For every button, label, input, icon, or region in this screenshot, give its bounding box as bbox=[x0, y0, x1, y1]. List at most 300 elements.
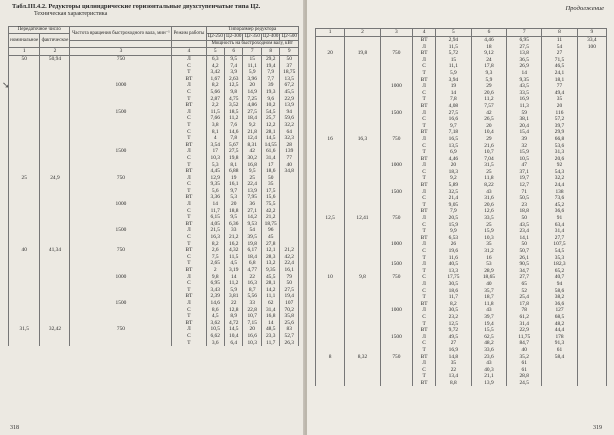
table-cell: 83 bbox=[280, 326, 299, 333]
table-cell: 64 bbox=[280, 129, 299, 136]
table-cell: 17,8 bbox=[471, 63, 507, 70]
table-cell: 10 bbox=[316, 274, 345, 281]
table-row bbox=[316, 235, 607, 242]
table-row bbox=[9, 241, 299, 248]
table-cell: 22 bbox=[224, 300, 242, 307]
table-cell: 77 bbox=[280, 155, 299, 162]
table-cell: 28 bbox=[280, 142, 299, 149]
table-cell: 16,1 bbox=[224, 181, 242, 188]
table-cell bbox=[316, 261, 345, 268]
table-cell: 11,6 bbox=[436, 255, 472, 262]
table-cell bbox=[40, 293, 70, 300]
table-cell: 13,5 bbox=[436, 143, 472, 150]
table-cell: 18,8 bbox=[224, 208, 242, 215]
table-cell bbox=[577, 347, 606, 354]
table-cell: 42,2 bbox=[261, 208, 279, 215]
table-cell: С bbox=[413, 248, 436, 255]
table-cell bbox=[316, 83, 345, 90]
table-cell: 20,4 bbox=[507, 123, 542, 130]
table-cell bbox=[9, 287, 40, 294]
table-cell: ВТ bbox=[172, 194, 206, 201]
table-cell: 16,5 bbox=[436, 136, 472, 143]
table-cell bbox=[577, 307, 606, 314]
table-cell: Л bbox=[413, 136, 436, 143]
table-cell bbox=[316, 301, 345, 308]
table-cell bbox=[70, 102, 172, 109]
table-cell: 2,63 bbox=[224, 76, 242, 83]
table-cell: 16,8 bbox=[243, 162, 261, 169]
table-cell: 1000 bbox=[70, 201, 172, 208]
table-row bbox=[9, 69, 299, 76]
table-cell: 5,56 bbox=[243, 293, 261, 300]
table-cell bbox=[40, 122, 70, 129]
table-cell: 15,9 bbox=[471, 228, 507, 235]
table-cell: 7,7 bbox=[261, 76, 279, 83]
table-cell: 71,5 bbox=[542, 57, 578, 64]
table-cell: 20,5 bbox=[436, 215, 472, 222]
table-cell: 5,72 bbox=[436, 50, 472, 57]
table-cell: 23,6 bbox=[471, 354, 507, 361]
table-cell bbox=[577, 334, 606, 341]
table-cell: 7,04 bbox=[471, 156, 507, 163]
table-cell: 30,2 bbox=[243, 155, 261, 162]
table-cell: 24 bbox=[471, 57, 507, 64]
table-cell: 18,75 bbox=[261, 221, 279, 228]
table-cell bbox=[70, 313, 172, 320]
table-cell bbox=[9, 82, 40, 89]
table-row bbox=[9, 247, 299, 254]
table-cell: 32,5 bbox=[436, 189, 472, 196]
table-cell: 5,9 bbox=[224, 287, 242, 294]
table-cell bbox=[9, 307, 40, 314]
table-cell bbox=[380, 116, 412, 123]
table-cell bbox=[577, 169, 606, 176]
table-cell: Т bbox=[172, 122, 206, 129]
table-cell bbox=[316, 63, 345, 70]
table-cell: 116 bbox=[542, 110, 578, 117]
table-cell bbox=[9, 214, 40, 221]
table-cell bbox=[316, 334, 345, 341]
table-cell: 67,2 bbox=[280, 82, 299, 89]
table-cell: 27,5 bbox=[243, 109, 261, 116]
table-cell bbox=[40, 96, 70, 103]
table-cell bbox=[345, 37, 381, 44]
table-cell: 26,3 bbox=[280, 340, 299, 347]
table-cell: ВТ bbox=[172, 168, 206, 175]
table-cell: 9,8 bbox=[345, 274, 381, 281]
table-cell: 5,67 bbox=[224, 142, 242, 149]
table-cell bbox=[40, 135, 70, 142]
table-cell: 127 bbox=[542, 307, 578, 314]
table-cell: Т bbox=[172, 69, 206, 76]
table-cell bbox=[70, 234, 172, 241]
table-cell: 18,1 bbox=[542, 77, 578, 84]
table-cell: 9,53 bbox=[243, 221, 261, 228]
table-cell: 9,3 bbox=[471, 70, 507, 77]
table-cell bbox=[345, 182, 381, 189]
table-cell: ВТ bbox=[172, 267, 206, 274]
table-cell bbox=[70, 188, 172, 195]
table-cell: 78 bbox=[507, 307, 542, 314]
table-row bbox=[9, 168, 299, 175]
table-cell: 35,2 bbox=[507, 354, 542, 361]
table-cell: 24,5 bbox=[507, 380, 542, 387]
table-cell: 39 bbox=[507, 136, 542, 143]
table-cell: 11,1 bbox=[436, 63, 472, 70]
table-cell bbox=[316, 373, 345, 380]
table-cell: 6,36 bbox=[224, 221, 242, 228]
table-cell: 65,2 bbox=[542, 268, 578, 275]
table-cell: 11,1 bbox=[243, 63, 261, 70]
table-cell: 7,8 bbox=[436, 96, 472, 103]
table-cell: 6,17 bbox=[243, 247, 261, 254]
table-cell: 16 bbox=[471, 255, 507, 262]
table-cell: Т bbox=[172, 162, 206, 169]
table-cell: 21,2 bbox=[261, 214, 279, 221]
table-cell bbox=[9, 168, 40, 175]
table-row bbox=[316, 149, 607, 156]
table-row bbox=[9, 129, 299, 136]
table-cell: 11,5 bbox=[224, 254, 242, 261]
table-row bbox=[316, 70, 607, 77]
table-cell bbox=[40, 129, 70, 136]
table-cell: 41,34 bbox=[40, 247, 70, 254]
table-cell: 40,7 bbox=[542, 274, 578, 281]
table-cell: 13,5 bbox=[280, 76, 299, 83]
table-row bbox=[316, 367, 607, 374]
table-cell bbox=[577, 136, 606, 143]
table-cell bbox=[316, 367, 345, 374]
table-cell bbox=[345, 314, 381, 321]
table-cell: 1500 bbox=[380, 110, 412, 117]
table-cell bbox=[380, 96, 412, 103]
table-cell: 54,5 bbox=[261, 109, 279, 116]
table-cell: 3,52 bbox=[224, 102, 242, 109]
table-cell bbox=[577, 149, 606, 156]
table-cell: 4,5 bbox=[206, 313, 224, 320]
table-cell bbox=[542, 367, 578, 374]
table-row bbox=[316, 354, 607, 361]
table-cell: Т bbox=[413, 70, 436, 77]
table-cell: Л bbox=[172, 201, 206, 208]
table-cell: 43,5 bbox=[507, 83, 542, 90]
table-cell bbox=[40, 194, 70, 201]
table-cell bbox=[345, 149, 381, 156]
table-cell bbox=[345, 281, 381, 288]
column-number: 4 bbox=[413, 29, 436, 37]
table-cell: 61 bbox=[507, 367, 542, 374]
table-cell: 33,4 bbox=[577, 37, 606, 44]
table-cell: 22,4 bbox=[280, 260, 299, 267]
table-cell bbox=[345, 44, 381, 51]
table-cell bbox=[40, 115, 70, 122]
table-cell: 54,5 bbox=[542, 248, 578, 255]
table-cell: 14 bbox=[507, 70, 542, 77]
table-row bbox=[316, 57, 607, 64]
table-row bbox=[9, 63, 299, 70]
table-cell: Т bbox=[172, 96, 206, 103]
table-cell: 90,5 bbox=[507, 261, 542, 268]
table-cell bbox=[345, 241, 381, 248]
table-row bbox=[316, 261, 607, 268]
table-cell: 107,5 bbox=[542, 241, 578, 248]
table-cell: 1500 bbox=[70, 300, 172, 307]
table-cell: 33 bbox=[224, 227, 242, 234]
table-cell: ВТ bbox=[413, 37, 436, 44]
table-cell: 14,55 bbox=[261, 142, 279, 149]
table-cell bbox=[577, 327, 606, 334]
table-cell: 39,7 bbox=[542, 123, 578, 130]
column-number: 7 bbox=[507, 29, 542, 37]
table-row bbox=[316, 248, 607, 255]
table-cell bbox=[316, 235, 345, 242]
table-cell: 46,5 bbox=[542, 63, 578, 70]
table-cell: С bbox=[413, 367, 436, 374]
column-number: 6 bbox=[224, 48, 242, 56]
table-cell bbox=[70, 293, 172, 300]
table-cell bbox=[9, 293, 40, 300]
table-cell bbox=[345, 321, 381, 328]
table-cell: 35 bbox=[436, 360, 472, 367]
table-cell bbox=[577, 288, 606, 295]
table-cell: 22 bbox=[436, 367, 472, 374]
table-cell bbox=[9, 333, 40, 340]
table-cell bbox=[316, 195, 345, 202]
table-cell: Т bbox=[413, 228, 436, 235]
table-cell: 16 bbox=[316, 136, 345, 143]
table-cell: 27,5 bbox=[224, 148, 242, 155]
table-cell: 91,3 bbox=[542, 340, 578, 347]
table-cell bbox=[40, 181, 70, 188]
table-cell bbox=[577, 70, 606, 77]
table-cell: 6,95 bbox=[206, 280, 224, 287]
table-cell: 750 bbox=[380, 274, 412, 281]
table-cell: 1500 bbox=[70, 109, 172, 116]
table-cell: 6,3 bbox=[206, 56, 224, 63]
table-cell bbox=[345, 294, 381, 301]
table-cell: 20 bbox=[243, 326, 261, 333]
table-cell: 6,53 bbox=[436, 235, 472, 242]
table-cell: 23 bbox=[507, 202, 542, 209]
table-cell: 61 bbox=[507, 360, 542, 367]
table-cell: С bbox=[172, 129, 206, 136]
table-cell bbox=[345, 156, 381, 163]
table-cell: 15,5 bbox=[471, 327, 507, 334]
table-cell: 18,65 bbox=[471, 274, 507, 281]
table-row bbox=[316, 195, 607, 202]
table-cell: 35 bbox=[261, 181, 279, 188]
table-cell: 53,6 bbox=[542, 143, 578, 150]
table-cell: 27,5 bbox=[507, 44, 542, 51]
table-cell: ВТ bbox=[172, 293, 206, 300]
table-cell bbox=[577, 215, 606, 222]
table-cell bbox=[345, 255, 381, 262]
table-cell bbox=[316, 129, 345, 136]
table-cell: 16,3 bbox=[243, 280, 261, 287]
table-cell: 5,66 bbox=[206, 89, 224, 96]
table-cell: 53 bbox=[471, 261, 507, 268]
table-cell: 12,5 bbox=[316, 215, 345, 222]
table-cell: 8,6 bbox=[206, 307, 224, 314]
table-cell bbox=[345, 248, 381, 255]
table-cell bbox=[316, 182, 345, 189]
table-row bbox=[316, 156, 607, 163]
table-cell: 12,1 bbox=[261, 247, 279, 254]
table-cell: 3,54 bbox=[206, 142, 224, 149]
table-cell bbox=[70, 214, 172, 221]
table-cell bbox=[9, 102, 40, 109]
column-number: 3 bbox=[380, 29, 412, 37]
table-cell: 35,7 bbox=[471, 288, 507, 295]
table-cell: ВТ bbox=[172, 221, 206, 228]
table-row bbox=[316, 255, 607, 262]
table-cell bbox=[380, 129, 412, 136]
table-title: Табл.III.4.2. Редукторы цилиндрические горизонтальные двухступенчатые типа Ц2. bbox=[12, 3, 261, 10]
table-cell: 1500 bbox=[70, 227, 172, 234]
table-row bbox=[9, 76, 299, 83]
table-cell: 16,3 bbox=[345, 136, 381, 143]
table-cell: 37 bbox=[280, 63, 299, 70]
table-cell: Т bbox=[413, 373, 436, 380]
table-cell bbox=[380, 380, 412, 387]
table-cell bbox=[380, 70, 412, 77]
table-cell: Л bbox=[413, 57, 436, 64]
table-cell: 59 bbox=[507, 110, 542, 117]
table-cell bbox=[380, 360, 412, 367]
table-cell: ВТ bbox=[172, 320, 206, 327]
table-row bbox=[316, 96, 607, 103]
table-row bbox=[9, 307, 299, 314]
table-cell: ВТ bbox=[413, 50, 436, 57]
table-cell bbox=[280, 208, 299, 215]
table-cell: 11,7 bbox=[206, 208, 224, 215]
table-cell: 26,1 bbox=[507, 255, 542, 262]
table-cell: 21,5 bbox=[206, 227, 224, 234]
table-cell bbox=[316, 202, 345, 209]
column-number: 2 bbox=[40, 48, 70, 56]
column-number: 9 bbox=[577, 29, 606, 37]
table-row bbox=[316, 334, 607, 341]
table-cell: 8,1 bbox=[224, 162, 242, 169]
table-cell bbox=[577, 83, 606, 90]
table-cell: 23,3 bbox=[261, 333, 279, 340]
table-cell: 14 bbox=[261, 320, 279, 327]
table-cell: 5,9 bbox=[436, 70, 472, 77]
table-cell: 19,3 bbox=[261, 89, 279, 96]
table-cell: 4,2 bbox=[206, 63, 224, 70]
table-cell: 1000 bbox=[380, 241, 412, 248]
table-cell: 22,8 bbox=[243, 307, 261, 314]
table-row bbox=[316, 222, 607, 229]
table-cell: 11,8 bbox=[471, 301, 507, 308]
table-cell: 25 bbox=[471, 169, 507, 176]
table-cell bbox=[316, 189, 345, 196]
continuation-label: Продолжение bbox=[565, 5, 604, 12]
table-cell: ВТ bbox=[413, 156, 436, 163]
size-header: Ц2-400 bbox=[263, 34, 279, 39]
table-cell bbox=[280, 234, 299, 241]
right-page bbox=[307, 0, 614, 435]
table-cell bbox=[280, 227, 299, 234]
table-cell: 18,3 bbox=[436, 169, 472, 176]
column-number: 2 bbox=[345, 29, 381, 37]
table-cell: 9,8 bbox=[224, 89, 242, 96]
table-cell: С bbox=[413, 90, 436, 97]
size-group-header: Типоразмер редуктора bbox=[206, 27, 299, 34]
table-cell: 13,2 bbox=[261, 260, 279, 267]
table-cell: 100 bbox=[577, 44, 606, 51]
table-cell bbox=[9, 260, 40, 267]
table-cell: 16,6 bbox=[243, 333, 261, 340]
table-cell bbox=[70, 254, 172, 261]
table-cell: 48,2 bbox=[471, 340, 507, 347]
table-cell: 36 bbox=[243, 201, 261, 208]
table-row bbox=[9, 122, 299, 129]
table-row bbox=[316, 103, 607, 110]
table-cell bbox=[345, 235, 381, 242]
table-cell: 1000 bbox=[70, 274, 172, 281]
table-cell bbox=[577, 156, 606, 163]
table-cell: 32,2 bbox=[542, 175, 578, 182]
table-cell bbox=[9, 135, 40, 142]
table-row bbox=[9, 260, 299, 267]
table-cell: 750 bbox=[380, 354, 412, 361]
table-cell bbox=[577, 195, 606, 202]
table-cell: 21,2 bbox=[224, 234, 242, 241]
table-cell: 32,3 bbox=[280, 135, 299, 142]
table-cell: 1,67 bbox=[206, 76, 224, 83]
table-cell: Л bbox=[413, 334, 436, 341]
table-cell bbox=[40, 320, 70, 327]
table-cell bbox=[345, 96, 381, 103]
table-cell: 7,9 bbox=[436, 208, 472, 215]
table-cell: 16,6 bbox=[436, 116, 472, 123]
table-cell bbox=[316, 123, 345, 130]
table-cell: 18,7 bbox=[471, 294, 507, 301]
table-cell: 25,4 bbox=[507, 294, 542, 301]
table-cell: 45 bbox=[261, 234, 279, 241]
table-cell bbox=[316, 228, 345, 235]
table-cell bbox=[542, 360, 578, 367]
table-cell bbox=[577, 57, 606, 64]
table-cell bbox=[70, 241, 172, 248]
table-cell bbox=[345, 373, 381, 380]
table-cell: 23,4 bbox=[507, 228, 542, 235]
table-cell: 14,9 bbox=[243, 89, 261, 96]
table-row bbox=[316, 274, 607, 281]
table-row bbox=[9, 267, 299, 274]
table-cell: 50 bbox=[507, 241, 542, 248]
table-cell: 45,2 bbox=[542, 202, 578, 209]
table-cell: 14,5 bbox=[261, 135, 279, 142]
table-row bbox=[9, 115, 299, 122]
table-cell: ВТ bbox=[413, 327, 436, 334]
mode-header: Режим работы bbox=[172, 27, 206, 41]
table-cell bbox=[577, 123, 606, 130]
table-cell bbox=[380, 182, 412, 189]
table-cell: 7,5 bbox=[206, 254, 224, 261]
table-cell: ВТ bbox=[413, 235, 436, 242]
table-cell bbox=[577, 274, 606, 281]
table-cell bbox=[9, 69, 40, 76]
table-cell: 1000 bbox=[380, 83, 412, 90]
table-cell: 61,2 bbox=[507, 314, 542, 321]
table-cell: С bbox=[172, 234, 206, 241]
table-cell: 20,6 bbox=[471, 90, 507, 97]
table-row bbox=[316, 143, 607, 150]
table-cell: 7,18 bbox=[436, 129, 472, 136]
table-cell bbox=[577, 103, 606, 110]
